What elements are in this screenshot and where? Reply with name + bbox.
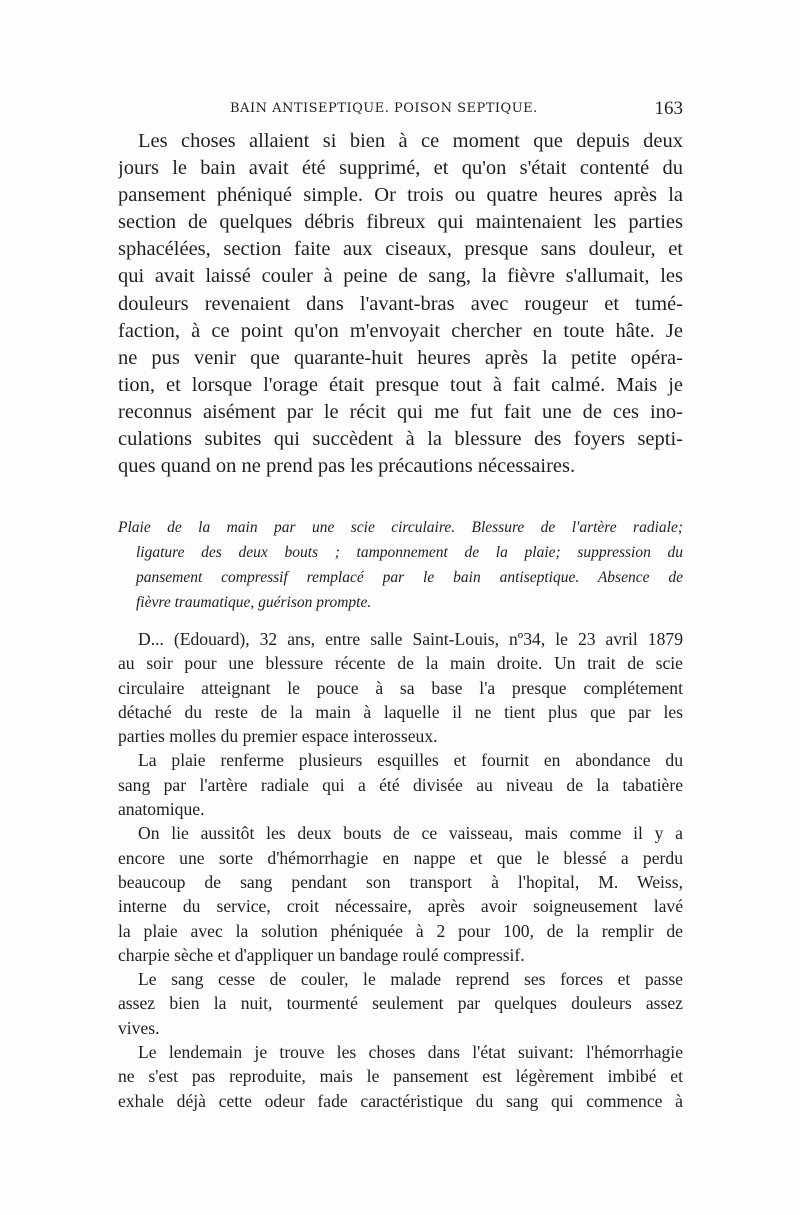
running-head-title: BAIN ANTISEPTIQUE. POISON SEPTIQUE. [230, 101, 538, 116]
text-line: sang par l'artère radiale qui a été divisée au niveau de la tabatière [118, 774, 683, 795]
text-line: qui avait laissé couler à peine de sang, la fièvre s'allumait, les [118, 265, 683, 288]
paragraph-ligature [118, 821, 683, 967]
heading-line: pansement compressif remplacé par le bain antiseptique. Absence de [136, 569, 683, 586]
text-line: D... (Edouard), 32 ans, entre salle Saint-Louis, nº34, le 23 avril 1879 [138, 629, 683, 649]
text-line: La plaie renferme plusieurs esquilles et fournit en abondance du [138, 750, 683, 771]
text-line: jours le bain avait été supprimé, et qu'on s'était contenté du [118, 157, 683, 180]
text-line: charpie sèche et d'appliquer un bandage roulé compressif. [118, 944, 525, 965]
paragraph-admission [118, 627, 683, 748]
paragraph-night [118, 967, 683, 1040]
text-line: reconnus aisément par le récit qui me fut fait une de ces ino- [118, 400, 683, 423]
text-line: section de quelques débris fibreux qui maintenaient les parties [118, 211, 683, 234]
text-line: Le lendemain je trouve les choses dans l'état suivant: l'hémorrhagie [138, 1042, 683, 1063]
text-line: culations subites qui succèdent à la blessure des foyers septi- [118, 428, 683, 451]
heading-line: fièvre traumatique, guérison prompte. [136, 594, 372, 611]
text-line: On lie aussitôt les deux bouts de ce vaisseau, mais comme il y a [138, 823, 683, 844]
case-report [118, 627, 683, 1113]
text-line: beaucoup de sang pendant son transport à l'hopital, M. Weiss, [118, 871, 683, 892]
text-line: détaché du reste de la main à laquelle il ne tient plus que par les [118, 701, 683, 722]
text-line: anatomique. [118, 799, 205, 820]
text-line: parties molles du premier espace interosseux. [118, 726, 438, 747]
text-line: sphacélées, section faite aux ciseaux, presque sans douleur, et [118, 238, 683, 261]
text-line: assez bien la nuit, tourmenté seulement par quelques douleurs assez [118, 993, 683, 1014]
text-line: encore une sorte d'hémorrhagie en nappe et que le blessé a perdu [118, 847, 683, 868]
text-line: interne du service, croit nécessaire, après avoir soigneusement lavé [118, 896, 683, 917]
text-line: ne s'est pas reproduite, mais le pansement est légèrement imbibé et [118, 1066, 683, 1087]
page-number: 163 [654, 98, 683, 119]
text-line: circulaire atteignant le pouce à sa base l'a presque complétement [118, 677, 683, 698]
heading-line: Plaie de la main par une scie circulaire. Blessure de l'artère radiale; [118, 519, 683, 536]
paragraph-wound [118, 748, 683, 821]
heading-line: ligature des deux bouts ; tamponnement de la plaie; suppression du [136, 544, 683, 561]
text-line: ques quand on ne prend pas les précautions nécessaires. [118, 455, 576, 478]
text-line: vives. [118, 1017, 160, 1038]
text-line: douleurs revenaient dans l'avant-bras avec rougeur et tumé- [118, 292, 683, 315]
text-line: Le sang cesse de couler, le malade reprend ses forces et passe [138, 969, 683, 990]
text-line: Les choses allaient si bien à ce moment que depuis deux [138, 130, 683, 152]
case-heading [118, 515, 683, 615]
text-line: exhale déjà cette odeur fade caractéristique du sang qui commence à [118, 1090, 683, 1111]
text-line: la plaie avec la solution phéniquée à 2 pour 100, de la remplir de [118, 920, 683, 941]
text-line: pansement phéniqué simple. Or trois ou quatre heures après la [118, 184, 683, 207]
text-line: faction, à ce point qu'on m'envoyait chercher en toute hâte. Je [118, 319, 683, 342]
paragraph-chloroform-case-end [118, 128, 683, 480]
running-head [118, 98, 683, 120]
paragraph-next-day [118, 1040, 683, 1113]
text-line: ne pus venir que quarante-huit heures après la petite opéra- [118, 346, 683, 369]
text-line: au soir pour une blessure récente de la main droite. Un trait de scie [118, 653, 683, 674]
text-line: tion, et lorsque l'orage était presque tout à fait calmé. Mais je [118, 373, 683, 396]
